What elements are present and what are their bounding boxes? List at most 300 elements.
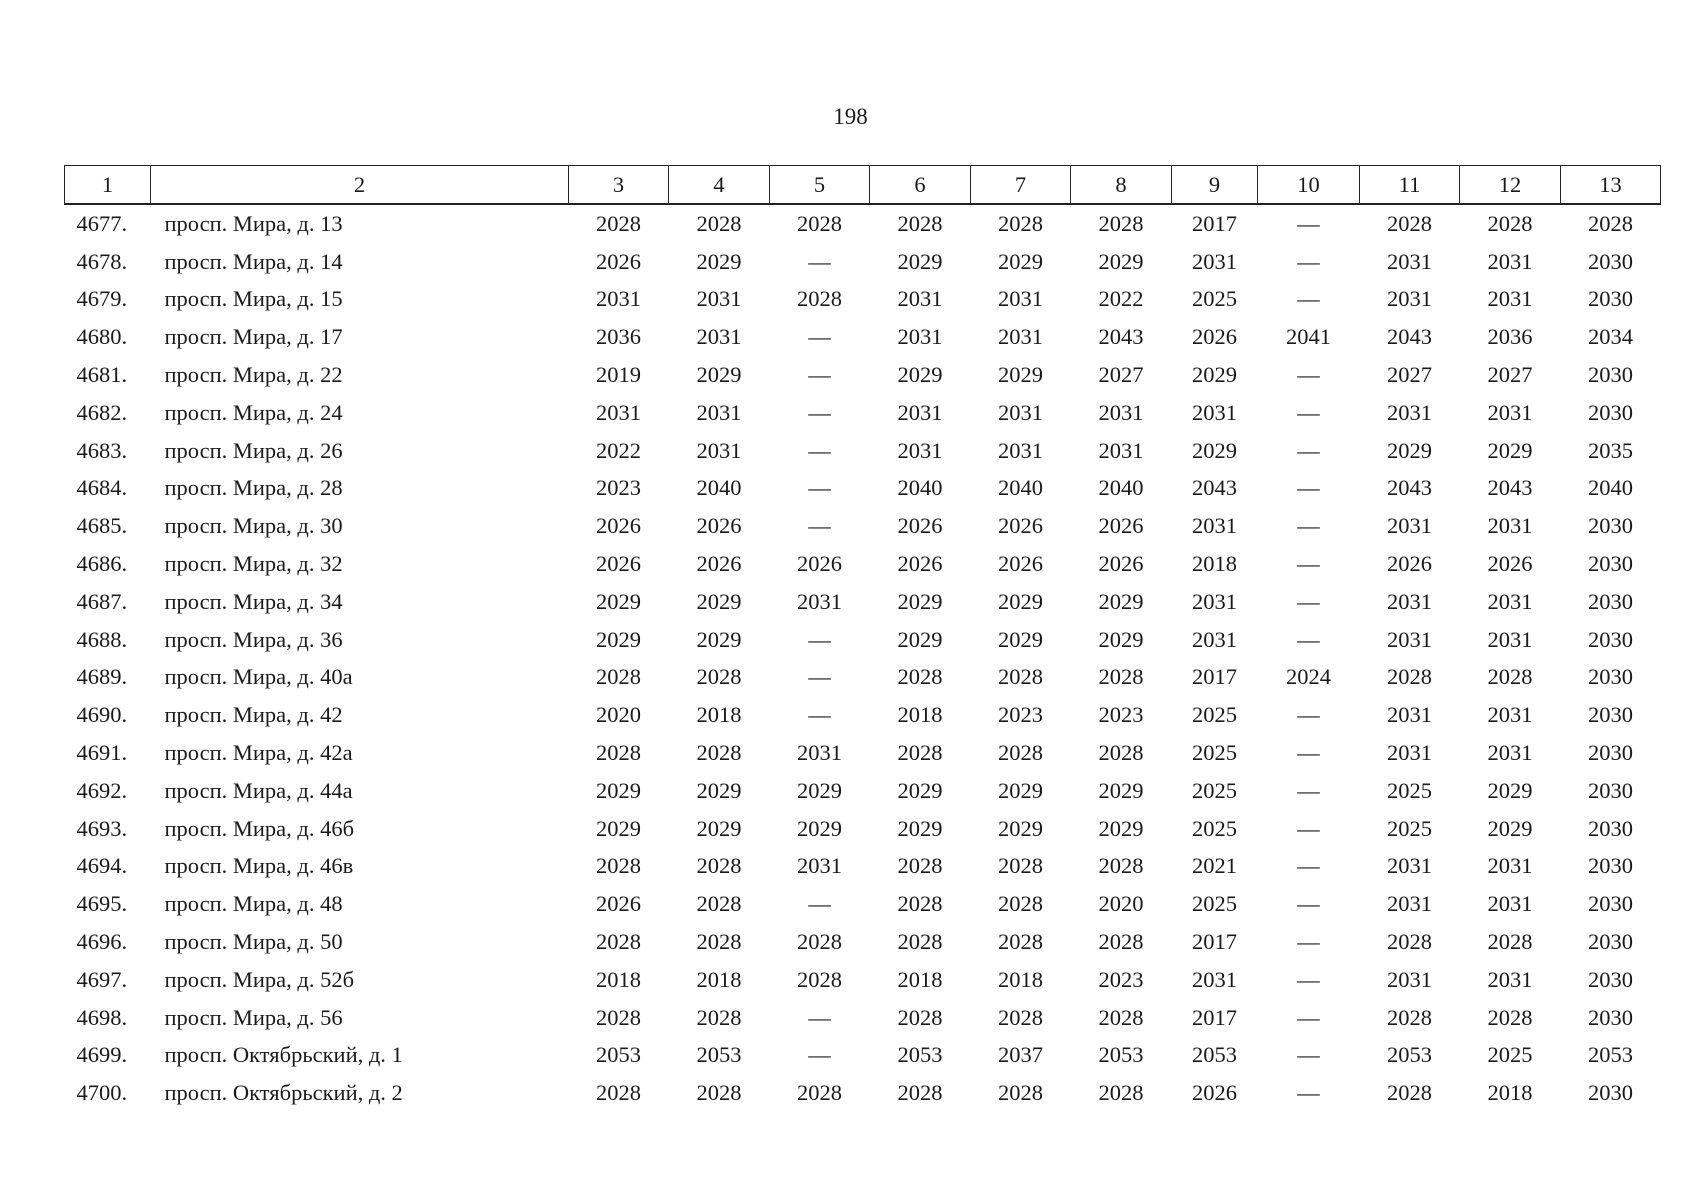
year-cell-col-6: 2028 [897, 210, 943, 236]
year-cell-col-6: 2028 [897, 1004, 943, 1030]
address-cell: просп. Мира, д. 13 [164, 210, 343, 236]
year-cell-col-12: 2029 [1487, 777, 1533, 803]
year-cell-col-5: 2028 [797, 210, 842, 236]
year-cell-col-13: 2030 [1588, 513, 1633, 539]
year-cell-col-10: — [1297, 626, 1320, 652]
table-row [65, 507, 1661, 545]
address-cell: просп. Мира, д. 56 [164, 1004, 343, 1030]
year-cell-col-12: 2031 [1487, 966, 1533, 992]
year-cell-col-6: 2040 [897, 475, 943, 501]
year-cell-col-10: — [1297, 210, 1320, 236]
year-cell-col-7: 2026 [998, 513, 1043, 539]
table-row [65, 999, 1661, 1037]
year-cell-col-10: — [1297, 588, 1320, 614]
year-cell-col-4: 2029 [696, 777, 742, 803]
year-cell-col-12: 2031 [1487, 248, 1533, 274]
year-cell-col-7: 2037 [998, 1042, 1043, 1068]
year-cell-col-6: 2028 [897, 664, 943, 690]
row-number: 4688. [76, 626, 128, 652]
year-cell-col-7: 2026 [998, 551, 1043, 577]
year-cell-col-6: 2018 [897, 966, 943, 992]
row-number: 4690. [76, 702, 128, 728]
year-cell-col-9: 2029 [1192, 362, 1237, 388]
year-cell-col-10: — [1297, 286, 1320, 312]
column-header-7: 7 [971, 166, 1071, 205]
year-cell-col-8: 2029 [1098, 777, 1144, 803]
year-cell-col-11: 2028 [1387, 1004, 1432, 1030]
year-cell-col-7: 2023 [998, 702, 1043, 728]
year-cell-col-6: 2028 [897, 1080, 943, 1106]
year-cell-col-7: 2028 [998, 740, 1043, 766]
year-cell-col-13: 2030 [1588, 1080, 1633, 1106]
year-cell-col-12: 2027 [1487, 362, 1533, 388]
year-cell-col-12: 2025 [1487, 1042, 1533, 1068]
row-number: 4700. [76, 1080, 128, 1106]
year-cell-col-8: 2027 [1098, 362, 1144, 388]
year-cell-col-13: 2034 [1588, 324, 1633, 350]
address-cell: просп. Мира, д. 52б [164, 966, 355, 992]
table-row [65, 810, 1661, 848]
row-number: 4683. [76, 437, 128, 463]
year-cell-col-6: 2028 [897, 929, 943, 955]
year-cell-col-9: 2017 [1192, 210, 1237, 236]
year-cell-col-10: — [1297, 929, 1320, 955]
year-cell-col-6: 2018 [897, 702, 943, 728]
row-number: 4680. [76, 324, 128, 350]
year-cell-col-11: 2025 [1387, 815, 1432, 841]
year-cell-col-13: 2030 [1588, 588, 1633, 614]
year-cell-col-8: 2028 [1098, 664, 1144, 690]
year-cell-col-10: — [1297, 513, 1320, 539]
year-cell-col-9: 2017 [1192, 1004, 1237, 1030]
year-cell-col-12: 2028 [1487, 1004, 1533, 1030]
row-number: 4692. [76, 777, 128, 803]
address-cell: просп. Мира, д. 30 [164, 513, 343, 539]
year-cell-col-6: 2031 [897, 399, 943, 425]
year-cell-col-12: 2031 [1487, 513, 1533, 539]
address-cell: просп. Мира, д. 22 [164, 362, 343, 388]
year-cell-col-10: — [1297, 475, 1320, 501]
year-cell-col-3: 2029 [596, 815, 641, 841]
table-row [65, 470, 1661, 508]
year-cell-col-13: 2053 [1588, 1042, 1633, 1068]
table-row [65, 583, 1661, 621]
column-header-8: 8 [1071, 166, 1172, 205]
address-cell: просп. Мира, д. 24 [164, 399, 343, 425]
year-cell-col-13: 2030 [1588, 362, 1633, 388]
column-header-11: 11 [1360, 166, 1460, 205]
year-cell-col-9: 2025 [1192, 702, 1237, 728]
address-cell: просп. Мира, д. 34 [164, 588, 343, 614]
year-cell-col-3: 2028 [596, 929, 641, 955]
table-row [65, 696, 1661, 734]
year-cell-col-10: — [1297, 815, 1320, 841]
table-row [65, 432, 1661, 470]
year-cell-col-3: 2036 [596, 324, 641, 350]
table-row [65, 1074, 1661, 1112]
year-cell-col-6: 2028 [897, 740, 943, 766]
table-row [65, 1037, 1661, 1075]
year-cell-col-8: 2026 [1098, 551, 1144, 577]
row-number: 4678. [76, 248, 128, 274]
year-cell-col-10: — [1297, 891, 1320, 917]
year-cell-col-4: 2018 [696, 966, 742, 992]
year-cell-col-13: 2030 [1588, 815, 1633, 841]
year-cell-col-6: 2029 [897, 248, 943, 274]
year-cell-col-5: 2028 [797, 286, 842, 312]
year-cell-col-11: 2043 [1387, 324, 1432, 350]
row-number: 4697. [76, 966, 128, 992]
year-cell-col-12: 2031 [1487, 702, 1533, 728]
year-cell-col-7: 2031 [998, 286, 1043, 312]
year-cell-col-11: 2031 [1387, 740, 1432, 766]
table-row [65, 243, 1661, 281]
year-cell-col-5: 2029 [797, 777, 842, 803]
year-cell-col-6: 2026 [897, 551, 943, 577]
year-cell-col-11: 2027 [1387, 362, 1432, 388]
year-cell-col-5: — [808, 626, 831, 652]
year-cell-col-13: 2030 [1588, 551, 1633, 577]
year-cell-col-12: 2031 [1487, 853, 1533, 879]
row-number: 4699. [76, 1042, 128, 1068]
year-cell-col-4: 2026 [696, 513, 742, 539]
year-cell-col-11: 2031 [1387, 248, 1432, 274]
year-cell-col-5: 2028 [797, 929, 842, 955]
year-cell-col-11: 2028 [1387, 664, 1432, 690]
year-cell-col-7: 2029 [998, 362, 1043, 388]
year-cell-col-10: — [1297, 362, 1320, 388]
year-cell-col-3: 2026 [596, 513, 641, 539]
year-cell-col-8: 2023 [1098, 966, 1144, 992]
year-cell-col-4: 2031 [696, 286, 742, 312]
year-cell-col-4: 2028 [696, 853, 742, 879]
year-cell-col-5: — [808, 437, 831, 463]
year-cell-col-10: 2041 [1286, 324, 1331, 350]
row-number: 4693. [76, 815, 128, 841]
address-cell: просп. Мира, д. 50 [164, 929, 343, 955]
row-number: 4686. [76, 551, 128, 577]
year-cell-col-5: — [808, 248, 831, 274]
year-cell-col-5: — [808, 1042, 831, 1068]
year-cell-col-8: 2028 [1098, 929, 1144, 955]
year-cell-col-6: 2053 [897, 1042, 943, 1068]
year-cell-col-7: 2031 [998, 324, 1043, 350]
row-number: 4694. [76, 853, 128, 879]
year-cell-col-11: 2031 [1387, 286, 1432, 312]
year-cell-col-3: 2026 [596, 891, 641, 917]
year-cell-col-10: — [1297, 777, 1320, 803]
year-cell-col-11: 2053 [1387, 1042, 1432, 1068]
year-cell-col-10: — [1297, 1042, 1320, 1068]
year-cell-col-4: 2053 [696, 1042, 742, 1068]
year-cell-col-5: 2026 [797, 551, 842, 577]
year-cell-col-3: 2026 [596, 551, 641, 577]
year-cell-col-8: 2029 [1098, 626, 1144, 652]
year-cell-col-12: 2028 [1487, 210, 1533, 236]
year-cell-col-11: 2031 [1387, 702, 1432, 728]
year-cell-col-3: 2019 [596, 362, 641, 388]
header-row [65, 166, 1661, 205]
year-cell-col-4: 2028 [696, 929, 742, 955]
year-cell-col-4: 2026 [696, 551, 742, 577]
year-cell-col-8: 2053 [1098, 1042, 1144, 1068]
year-cell-col-13: 2030 [1588, 777, 1633, 803]
column-header-1: 1 [65, 166, 151, 205]
year-cell-col-11: 2031 [1387, 399, 1432, 425]
year-cell-col-4: 2028 [696, 740, 742, 766]
year-cell-col-8: 2028 [1098, 1080, 1144, 1106]
year-cell-col-7: 2031 [998, 437, 1043, 463]
year-cell-col-10: — [1297, 1080, 1320, 1106]
year-cell-col-9: 2053 [1192, 1042, 1237, 1068]
address-cell: просп. Мира, д. 44а [164, 777, 353, 803]
year-cell-col-10: 2024 [1286, 664, 1331, 690]
year-cell-col-9: 2025 [1192, 777, 1237, 803]
year-cell-col-3: 2031 [596, 399, 641, 425]
year-cell-col-4: 2028 [696, 664, 742, 690]
year-cell-col-12: 2031 [1487, 626, 1533, 652]
year-cell-col-7: 2029 [998, 815, 1043, 841]
year-cell-col-3: 2053 [596, 1042, 641, 1068]
year-cell-col-8: 2031 [1098, 437, 1144, 463]
year-cell-col-4: 2031 [696, 399, 742, 425]
year-cell-col-9: 2031 [1192, 248, 1237, 274]
year-cell-col-12: 2031 [1487, 588, 1533, 614]
row-number: 4689. [76, 664, 128, 690]
year-cell-col-13: 2030 [1588, 929, 1633, 955]
address-cell: просп. Мира, д. 32 [164, 551, 343, 577]
year-cell-col-7: 2029 [998, 777, 1043, 803]
row-number: 4682. [76, 399, 128, 425]
year-cell-col-6: 2028 [897, 891, 943, 917]
year-cell-col-8: 2040 [1098, 475, 1144, 501]
year-cell-col-11: 2031 [1387, 853, 1432, 879]
address-cell: просп. Мира, д. 46в [164, 853, 354, 879]
year-cell-col-7: 2028 [998, 1004, 1043, 1030]
year-cell-col-13: 2030 [1588, 1004, 1633, 1030]
year-cell-col-7: 2028 [998, 1080, 1043, 1106]
year-cell-col-4: 2029 [696, 626, 742, 652]
year-cell-col-5: — [808, 362, 831, 388]
year-cell-col-5: — [808, 324, 831, 350]
column-header-4: 4 [669, 166, 770, 205]
year-cell-col-9: 2026 [1192, 324, 1237, 350]
year-cell-col-10: — [1297, 1004, 1320, 1030]
year-cell-col-11: 2028 [1387, 210, 1432, 236]
year-cell-col-6: 2029 [897, 588, 943, 614]
year-cell-col-5: — [808, 513, 831, 539]
row-number: 4681. [76, 362, 128, 388]
year-cell-col-7: 2028 [998, 929, 1043, 955]
year-cell-col-9: 2031 [1192, 513, 1237, 539]
year-cell-col-9: 2021 [1192, 853, 1237, 879]
year-cell-col-11: 2031 [1387, 626, 1432, 652]
year-cell-col-12: 2026 [1487, 551, 1533, 577]
year-cell-col-11: 2029 [1387, 437, 1432, 463]
address-cell: просп. Мира, д. 28 [164, 475, 343, 501]
year-cell-col-9: 2031 [1192, 626, 1237, 652]
year-cell-col-7: 2018 [998, 966, 1043, 992]
year-cell-col-11: 2031 [1387, 588, 1432, 614]
year-cell-col-8: 2028 [1098, 210, 1144, 236]
row-number: 4691. [76, 740, 128, 766]
year-cell-col-3: 2028 [596, 740, 641, 766]
year-cell-col-8: 2026 [1098, 513, 1144, 539]
year-cell-col-7: 2031 [998, 399, 1043, 425]
year-cell-col-4: 2028 [696, 1080, 742, 1106]
year-cell-col-7: 2028 [998, 853, 1043, 879]
column-header-9: 9 [1172, 166, 1258, 205]
column-header-3: 3 [569, 166, 669, 205]
year-cell-col-13: 2040 [1588, 475, 1633, 501]
table-row [65, 848, 1661, 886]
row-number: 4679. [76, 286, 128, 312]
year-cell-col-13: 2030 [1588, 664, 1633, 690]
year-cell-col-3: 2031 [596, 286, 641, 312]
address-cell: просп. Мира, д. 42 [164, 702, 343, 728]
year-cell-col-8: 2043 [1098, 324, 1144, 350]
year-cell-col-13: 2030 [1588, 626, 1633, 652]
address-cell: просп. Мира, д. 40а [164, 664, 353, 690]
row-number: 4696. [76, 929, 128, 955]
row-number: 4698. [76, 1004, 128, 1030]
year-cell-col-3: 2028 [596, 1080, 641, 1106]
year-cell-col-8: 2031 [1098, 399, 1144, 425]
year-cell-col-13: 2030 [1588, 891, 1633, 917]
year-cell-col-7: 2028 [998, 210, 1043, 236]
year-cell-col-8: 2028 [1098, 740, 1144, 766]
address-cell: просп. Мира, д. 15 [164, 286, 343, 312]
row-number: 4677. [76, 210, 128, 236]
year-cell-col-10: — [1297, 437, 1320, 463]
year-cell-col-8: 2020 [1098, 891, 1144, 917]
year-cell-col-13: 2030 [1588, 702, 1633, 728]
year-cell-col-13: 2030 [1588, 740, 1633, 766]
table-body [65, 204, 1661, 1112]
row-number: 4685. [76, 513, 128, 539]
year-cell-col-5: 2031 [797, 853, 842, 879]
year-cell-col-9: 2043 [1192, 475, 1237, 501]
year-cell-col-5: — [808, 891, 831, 917]
year-cell-col-4: 2029 [696, 248, 742, 274]
year-cell-col-10: — [1297, 966, 1320, 992]
column-header-5: 5 [770, 166, 870, 205]
year-cell-col-8: 2029 [1098, 248, 1144, 274]
year-cell-col-9: 2026 [1192, 1080, 1237, 1106]
year-cell-col-4: 2031 [696, 324, 742, 350]
year-cell-col-6: 2031 [897, 286, 943, 312]
year-cell-col-13: 2028 [1588, 210, 1633, 236]
column-header-13: 13 [1561, 166, 1661, 205]
year-cell-col-12: 2043 [1487, 475, 1533, 501]
address-cell: просп. Октябрьский, д. 2 [164, 1080, 403, 1106]
year-cell-col-9: 2031 [1192, 399, 1237, 425]
table-row [65, 394, 1661, 432]
year-cell-col-12: 2031 [1487, 286, 1533, 312]
year-cell-col-13: 2030 [1588, 399, 1633, 425]
year-cell-col-12: 2028 [1487, 929, 1533, 955]
year-cell-col-6: 2029 [897, 815, 943, 841]
year-cell-col-4: 2040 [696, 475, 742, 501]
table-row [65, 961, 1661, 999]
row-number: 4684. [76, 475, 128, 501]
year-cell-col-7: 2029 [998, 626, 1043, 652]
address-cell: просп. Мира, д. 48 [164, 891, 343, 917]
year-cell-col-6: 2031 [897, 324, 943, 350]
year-cell-col-6: 2029 [897, 626, 943, 652]
year-cell-col-3: 2028 [596, 210, 641, 236]
year-cell-col-10: — [1297, 702, 1320, 728]
year-cell-col-4: 2029 [696, 815, 742, 841]
address-cell: просп. Мира, д. 14 [164, 248, 343, 274]
year-cell-col-4: 2028 [696, 891, 742, 917]
year-cell-col-3: 2026 [596, 248, 641, 274]
year-cell-col-12: 2029 [1487, 815, 1533, 841]
address-cell: просп. Мира, д. 46б [164, 815, 355, 841]
year-cell-col-3: 2029 [596, 777, 641, 803]
data-table [64, 165, 1661, 1112]
year-cell-col-10: — [1297, 740, 1320, 766]
table-row [65, 885, 1661, 923]
year-cell-col-7: 2029 [998, 248, 1043, 274]
year-cell-col-8: 2029 [1098, 588, 1144, 614]
year-cell-col-5: — [808, 399, 831, 425]
year-cell-col-7: 2028 [998, 664, 1043, 690]
year-cell-col-12: 2031 [1487, 399, 1533, 425]
year-cell-col-4: 2028 [696, 210, 742, 236]
year-cell-col-9: 2031 [1192, 588, 1237, 614]
table-row [65, 621, 1661, 659]
row-number: 4687. [76, 588, 128, 614]
year-cell-col-12: 2031 [1487, 740, 1533, 766]
year-cell-col-3: 2023 [596, 475, 641, 501]
year-cell-col-7: 2028 [998, 891, 1043, 917]
year-cell-col-5: — [808, 475, 831, 501]
year-cell-col-9: 2025 [1192, 740, 1237, 766]
page-number: 198 [833, 104, 868, 129]
year-cell-col-12: 2028 [1487, 664, 1533, 690]
year-cell-col-9: 2029 [1192, 437, 1237, 463]
year-cell-col-9: 2017 [1192, 929, 1237, 955]
year-cell-col-12: 2018 [1487, 1080, 1533, 1106]
column-header-2: 2 [151, 166, 569, 205]
year-cell-col-5: 2028 [797, 966, 842, 992]
year-cell-col-5: 2031 [797, 588, 842, 614]
year-cell-col-6: 2026 [897, 513, 943, 539]
year-cell-col-7: 2040 [998, 475, 1043, 501]
year-cell-col-11: 2031 [1387, 513, 1432, 539]
year-cell-col-13: 2030 [1588, 966, 1633, 992]
year-cell-col-3: 2029 [596, 626, 641, 652]
address-cell: просп. Мира, д. 17 [164, 324, 343, 350]
year-cell-col-8: 2028 [1098, 853, 1144, 879]
year-cell-col-8: 2023 [1098, 702, 1144, 728]
year-cell-col-13: 2030 [1588, 853, 1633, 879]
year-cell-col-6: 2028 [897, 853, 943, 879]
year-cell-col-9: 2025 [1192, 815, 1237, 841]
table-row [65, 356, 1661, 394]
year-cell-col-12: 2036 [1487, 324, 1533, 350]
year-cell-col-3: 2018 [596, 966, 641, 992]
year-cell-col-8: 2029 [1098, 815, 1144, 841]
address-cell: просп. Мира, д. 36 [164, 626, 343, 652]
year-cell-col-3: 2022 [596, 437, 641, 463]
year-cell-col-4: 2028 [696, 1004, 742, 1030]
table-row [65, 545, 1661, 583]
year-cell-col-5: — [808, 664, 831, 690]
year-cell-col-6: 2029 [897, 777, 943, 803]
year-cell-col-3: 2028 [596, 1004, 641, 1030]
